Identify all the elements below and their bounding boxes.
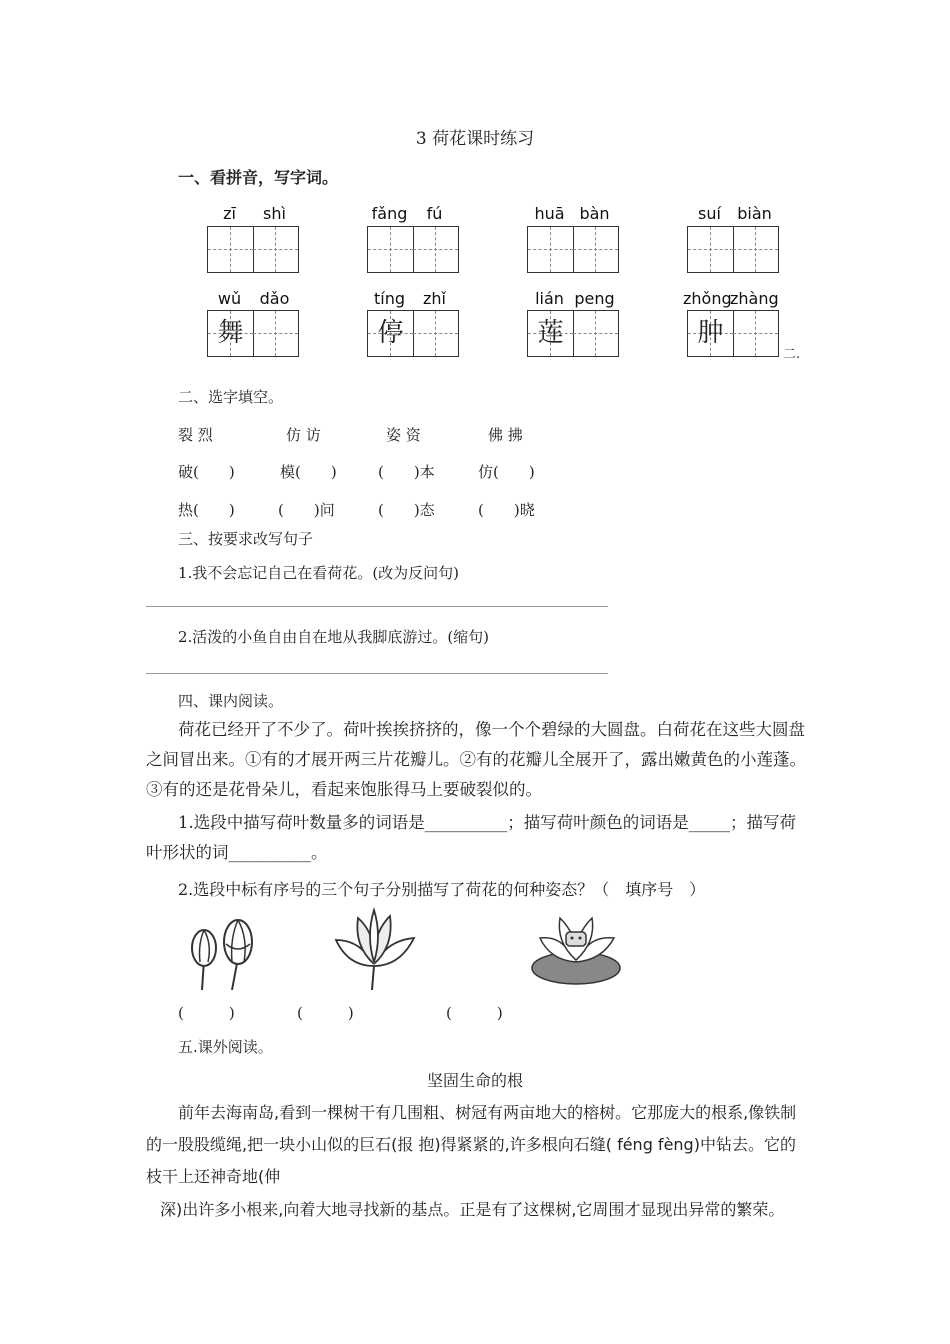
writing-grid[interactable] [207, 310, 299, 357]
pinyin-2: biàn [737, 204, 772, 223]
blank-item[interactable]: 模( ) [280, 463, 337, 481]
blank-item[interactable]: ( )态 [378, 501, 435, 519]
given-character: 停 [377, 318, 404, 348]
section5-heading: 五.课外阅读。 [178, 1038, 273, 1056]
given-character: 莲 [537, 318, 564, 348]
trailing-mark: 二. [783, 347, 801, 362]
answer-line[interactable] [146, 606, 608, 607]
pinyin-1: zhǒng [683, 289, 732, 308]
blank-item[interactable]: 破( ) [178, 463, 235, 481]
image-answer-blank[interactable]: ( ) [446, 1004, 503, 1022]
writing-grid[interactable] [207, 226, 299, 273]
reading-question-1: 1.选段中描写荷叶数量多的词语是__________；描写荷叶颜色的词语是_____；描写荷叶形状的词__________。 [146, 813, 796, 862]
blank-item[interactable]: 热( ) [178, 501, 235, 519]
question-1: 1.我不会忘记自己在看荷花。(改为反问句) [178, 564, 460, 582]
writing-grid[interactable] [687, 310, 779, 357]
pinyin-1: zī [223, 204, 236, 223]
pinyin-1: huā [534, 204, 565, 223]
lotus-pod-image [528, 908, 624, 988]
blank-item[interactable]: ( )问 [278, 501, 335, 519]
choice-2: 仿 访 [286, 426, 321, 444]
blank-item[interactable]: 仿( ) [478, 463, 535, 481]
writing-grid[interactable] [527, 310, 619, 357]
answer-line[interactable] [146, 673, 608, 674]
choice-3: 姿 资 [386, 426, 421, 444]
pinyin-2: shì [263, 204, 286, 223]
writing-grid[interactable] [687, 226, 779, 273]
image-answer-blank[interactable]: ( ) [178, 1004, 235, 1022]
section4-heading: 四、课内阅读。 [178, 692, 284, 710]
pinyin-2: dǎo [259, 289, 290, 308]
pinyin-1: suí [698, 204, 721, 223]
pinyin-1: fǎng [371, 204, 408, 223]
lotus-bud-image [180, 908, 262, 990]
lotus-open-image [328, 906, 420, 990]
pinyin-1: lián [535, 289, 564, 308]
page-title: 3 荷花课时练习 [415, 129, 535, 149]
pinyin-2: zhǐ [423, 289, 446, 308]
reading-passage: 荷花已经开了不少了。荷叶挨挨挤挤的，像一个个碧绿的大圆盘。白荷花在这些大圆盘之间冒出来。①有的才展开两三片花瓣儿。②有的花瓣儿全展开了，露出嫩黄色的小莲蓬。③有的还是花骨朵儿，看起来饱胀得马上要破裂似的。 [146, 720, 806, 799]
writing-grid[interactable] [367, 310, 459, 357]
pinyin-2: zhàng [730, 289, 779, 308]
article-paragraph-2: 深)出许多小根来,向着大地寻找新的基点。正是有了这棵树,它周围才显现出异常的繁荣。 [160, 1200, 785, 1219]
writing-grid[interactable] [527, 226, 619, 273]
pinyin-2: fú [426, 204, 443, 223]
image-answer-blank[interactable]: ( ) [297, 1004, 354, 1022]
section2-heading: 二、选字填空。 [178, 388, 284, 406]
pinyin-1: tíng [373, 289, 405, 308]
section1-heading: 一、看拼音，写字词。 [178, 168, 339, 187]
question-2: 2.活泼的小鱼自由自在地从我脚底游过。(缩句) [178, 628, 490, 646]
blank-item[interactable]: ( )本 [378, 463, 435, 481]
pinyin-1: wǔ [217, 289, 242, 308]
pinyin-2: bàn [579, 204, 610, 223]
section3-heading: 三、按要求改写句子 [178, 530, 314, 548]
reading-question-2: 2.选段中标有序号的三个句子分别描写了荷花的何种姿态？（ 填序号 ） [178, 880, 706, 899]
blank-item[interactable]: ( )晓 [478, 501, 535, 519]
choice-1: 裂 烈 [178, 426, 213, 444]
pinyin-2: peng [574, 289, 615, 308]
article-paragraph-1: 前年去海南岛,看到一棵树干有几围粗、树冠有两亩地大的榕树。它那庞大的根系,像铁制的一股股缆绳,把一块小山似的巨石(报 抱)得紧紧的,许多根向石缝( féng fèng)中钻去。它的枝干上还神奇地(伸 [146, 1103, 797, 1186]
writing-grid[interactable] [367, 226, 459, 273]
choice-4: 佛 拂 [488, 426, 523, 444]
given-character: 肿 [697, 318, 724, 348]
given-character: 舞 [217, 318, 244, 348]
article-title: 坚固生命的根 [426, 1071, 523, 1090]
